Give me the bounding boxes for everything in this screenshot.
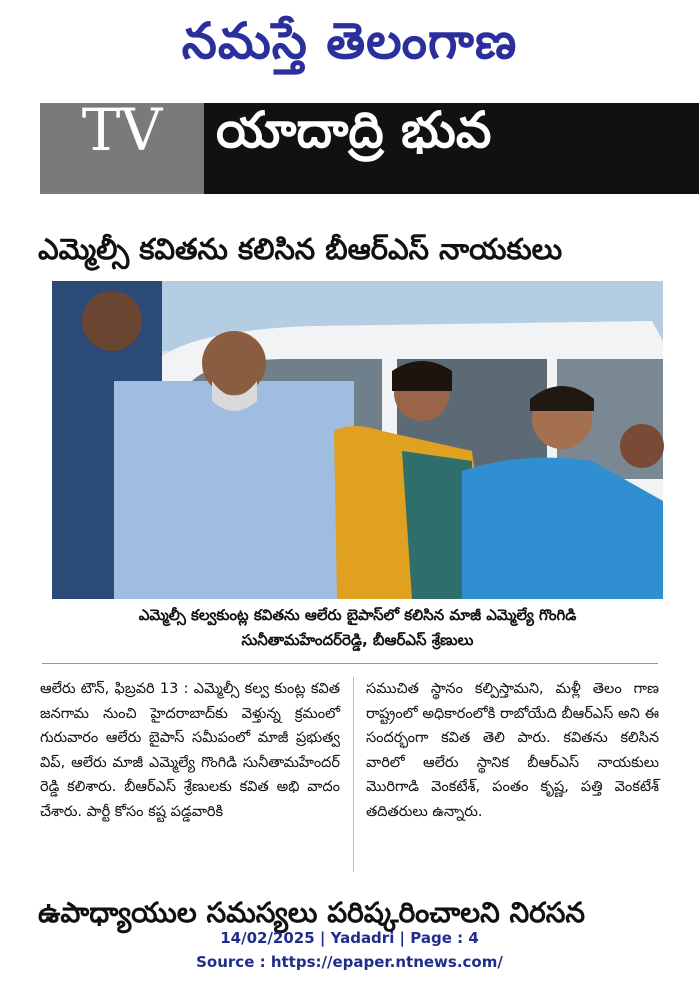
article-body-right: సముచిత స్థానం కల్పిస్తామని, మళ్లీ తెలం గాణ రాష్ట్రంలో అధికారంలోకి రాబోయేది బీఆర్ఎస్ అని ఈ సందర్భంగా కవిత తెలి పారు. కవితను కలిసిన వారిలో ఆలేరు స్థానిక బీఆర్ఎస్ నాయకులు మొరిగాడి వెంకటేశ్, పంతం కృష్ణ, పత్తి వెంకటేశ్ తదితరులు ఉన్నారు. [366,681,659,820]
article-body-left: ఆలేరు టౌన్, ఫిబ్రవరి 13 : ఎమ్మెల్సీ కల్వ కుంట్ల కవిత జనగామ నుంచి హైదరాబాద్‌కు వెళ్తున్న క్రమంలో గురువారం ఆలేరు బైపాస్ సమీపంలో మాజీ ప్రభుత్వ విప్, ఆలేరు మాజీ ఎమ్మెల్యే గొంగిడి సునీతామహేందర్ రెడ్డి కలిశారు. బీఆర్ఎస్ శ్రేణులకు కవిత అభి వాదం చేశారు. పార్టీ కోసం కష్ట పడ్డవారికి [40,681,340,820]
caption-line: ఎమ్మెల్సీ కల్వకుంట్ల కవితను ఆలేరు బైపాస్‌లో కలిసిన మాజీ ఎమ్మెల్యే గొంగిడి [138,606,577,624]
footer-source: Source : https://epaper.ntnews.com/ [196,953,503,971]
photo-caption [52,603,663,655]
section-band [40,96,699,194]
divider [42,663,658,664]
caption-line: సునీతామహేందర్‌రెడ్డి, బీఆర్ఎస్ శ్రేణులు [241,631,474,649]
article-photo [52,281,663,599]
footer-dateline: 14/02/2025 | Yadadri | Page : 4 [220,929,479,947]
section-name: యాదాద్రి భువ [204,103,699,194]
column-divider [353,677,354,872]
masthead-title: నమస్తే తెలంగాణ [181,12,518,70]
next-article-headline: ఉపాధ్యాయుల సమస్యలు పరిష్కరించాలని నిరసన [38,896,586,929]
section-tag: TV [40,103,204,194]
article-headline: ఎమ్మెల్సీ కవితను కలిసిన బీఆర్ఎస్ నాయకులు [38,232,563,266]
footer [0,926,699,974]
photo-illustration [52,281,663,599]
